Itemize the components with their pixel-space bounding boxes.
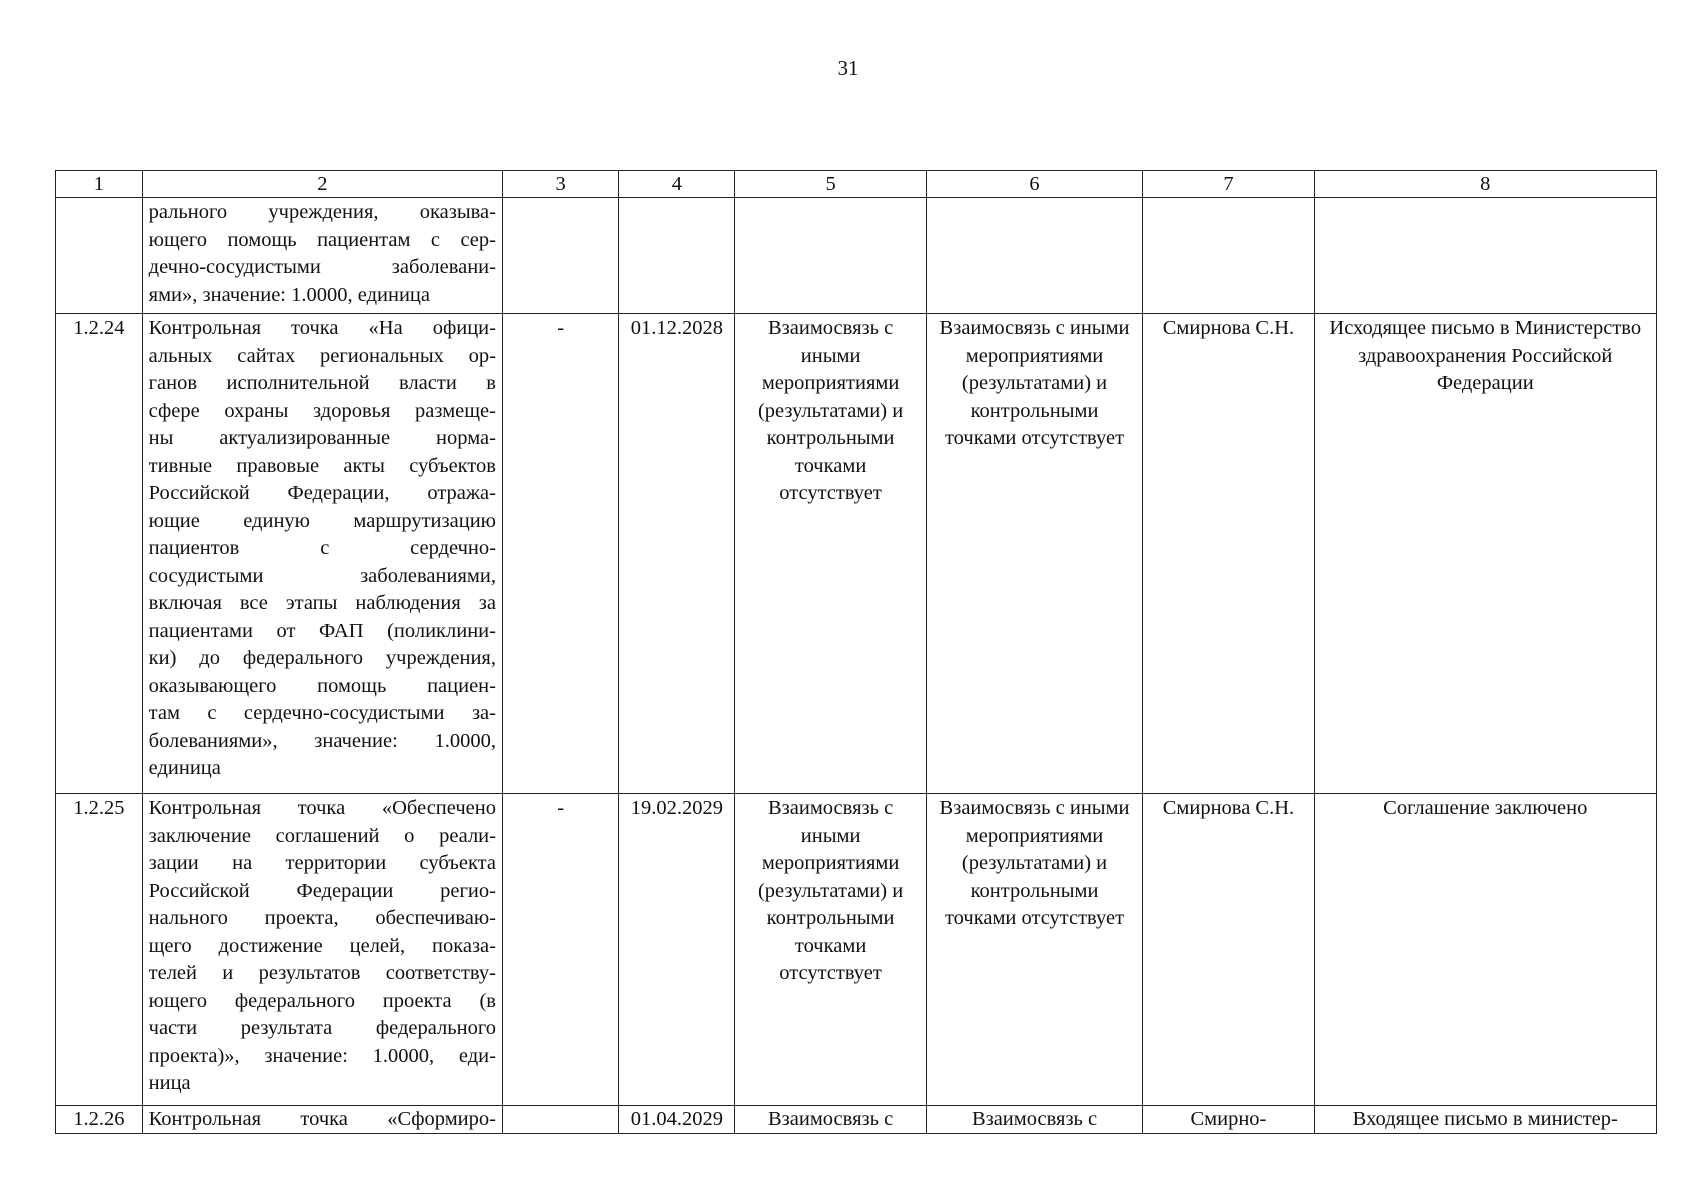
header-col-3: 3	[502, 171, 618, 198]
cell-responsible: Смирнова С.Н.	[1143, 794, 1314, 1106]
description-line: Контрольная точка «Сформиро-	[148, 1108, 496, 1130]
description-line: включая все этапы наблюдения за	[148, 592, 496, 614]
table-row	[56, 1106, 1657, 1134]
cell-description	[142, 1106, 502, 1134]
header-col-2: 2	[142, 171, 502, 198]
description-line: единица	[148, 757, 221, 779]
cell-predecessor: -	[502, 314, 618, 794]
description-line: Контрольная точка «Обеспечено	[148, 797, 496, 819]
header-col-5: 5	[735, 171, 926, 198]
cell-number: 1.2.25	[56, 794, 143, 1106]
description-line: части результата федерального	[148, 1017, 496, 1039]
header-col-8: 8	[1314, 171, 1656, 198]
description-line: сфере охраны здоровья размеще-	[148, 399, 496, 422]
description-line: ющего федерального проекта (в	[148, 989, 496, 1012]
cell-date: 19.02.2029	[619, 794, 735, 1106]
table-row	[56, 198, 1657, 314]
cell-responsible: Смирнова С.Н.	[1143, 314, 1314, 794]
cell-date	[619, 198, 735, 314]
cell-description	[142, 794, 502, 1106]
cell-predecessor: -	[502, 794, 618, 1106]
description-line: оказывающего помощь пациен-	[148, 674, 496, 697]
cell-number: 1.2.26	[56, 1106, 143, 1134]
page-number: 31	[837, 56, 859, 80]
description-line: ны актуализированные норма-	[148, 427, 496, 449]
description-line: проекта)», значение: 1.0000, еди-	[148, 1044, 496, 1067]
cell-col5	[735, 198, 926, 314]
cell-date: 01.04.2029	[619, 1106, 735, 1134]
cell-number	[56, 198, 143, 314]
description-line: ями», значение: 1.0000, единица	[148, 283, 430, 306]
cell-responsible	[1143, 198, 1314, 314]
header-row	[56, 171, 1657, 198]
description-line: дечно-сосудистыми заболевани-	[148, 256, 496, 278]
description-line: тивные правовые акты субъектов	[148, 454, 496, 477]
description-line: альных сайтах региональных ор-	[148, 344, 496, 367]
cell-predecessor	[502, 1106, 618, 1134]
cell-col5: Взаимосвязь с иными мероприятиями (результатами) и контрольными точками отсутствует	[735, 794, 926, 1106]
description-line: рального учреждения, оказыва-	[148, 201, 496, 223]
description-line: Контрольная точка «На офици-	[148, 317, 496, 339]
description-line: ки) до федерального учреждения,	[148, 647, 496, 669]
cell-col6: Взаимосвязь с иными мероприятиями (результатами) и контрольными точками отсутствует	[926, 314, 1143, 794]
description-line: болеваниями», значение: 1.0000,	[148, 729, 496, 752]
cell-col6	[926, 198, 1143, 314]
cell-document: Входящее письмо в министер-	[1314, 1106, 1656, 1134]
description-line: пациентов с сердечно-	[148, 537, 496, 559]
cell-col5: Взаимосвязь с иными мероприятиями (результатами) и контрольными точками отсутствует	[735, 314, 926, 794]
cell-document: Исходящее письмо в Министерство здравоохранения Российской Федерации	[1314, 314, 1656, 794]
description-line: щего достижение целей, показа-	[148, 934, 496, 957]
description-line: Российской Федерации регио-	[148, 879, 496, 902]
cell-document: Соглашение заключено	[1314, 794, 1656, 1106]
cell-predecessor	[502, 198, 618, 314]
description-line: зации на территории субъекта	[148, 852, 496, 874]
description-line: ница	[148, 1072, 191, 1094]
description-line: заключение соглашений о реали-	[148, 824, 496, 847]
table-row	[56, 314, 1657, 794]
cell-date: 01.12.2028	[619, 314, 735, 794]
description-line: там с сердечно-сосудистыми за-	[148, 702, 496, 724]
cell-number: 1.2.24	[56, 314, 143, 794]
schedule-table	[55, 170, 1657, 1134]
cell-document	[1314, 198, 1656, 314]
cell-responsible: Смирно-	[1143, 1106, 1314, 1134]
description-line: пациентами от ФАП (поликлини-	[148, 619, 496, 642]
table-row	[56, 794, 1657, 1106]
cell-col5: Взаимосвязь с	[735, 1106, 926, 1134]
cell-col6: Взаимосвязь с	[926, 1106, 1143, 1134]
description-line: ющего помощь пациентам с сер-	[148, 228, 496, 251]
description-line: ющие единую маршрутизацию	[148, 509, 496, 532]
header-col-1: 1	[56, 171, 143, 198]
header-col-4: 4	[619, 171, 735, 198]
description-line: телей и результатов соответству-	[148, 962, 496, 984]
description-line: Российской Федерации, отража-	[148, 482, 496, 504]
description-line: сосудистыми заболеваниями,	[148, 564, 496, 587]
header-col-7: 7	[1143, 171, 1314, 198]
cell-col6: Взаимосвязь с иными мероприятиями (результатами) и контрольными точками отсутствует	[926, 794, 1143, 1106]
description-line: ганов исполнительной власти в	[148, 372, 496, 394]
header-col-6: 6	[926, 171, 1143, 198]
description-line: нального проекта, обеспечиваю-	[148, 907, 496, 929]
cell-description	[142, 198, 502, 314]
cell-description	[142, 314, 502, 794]
